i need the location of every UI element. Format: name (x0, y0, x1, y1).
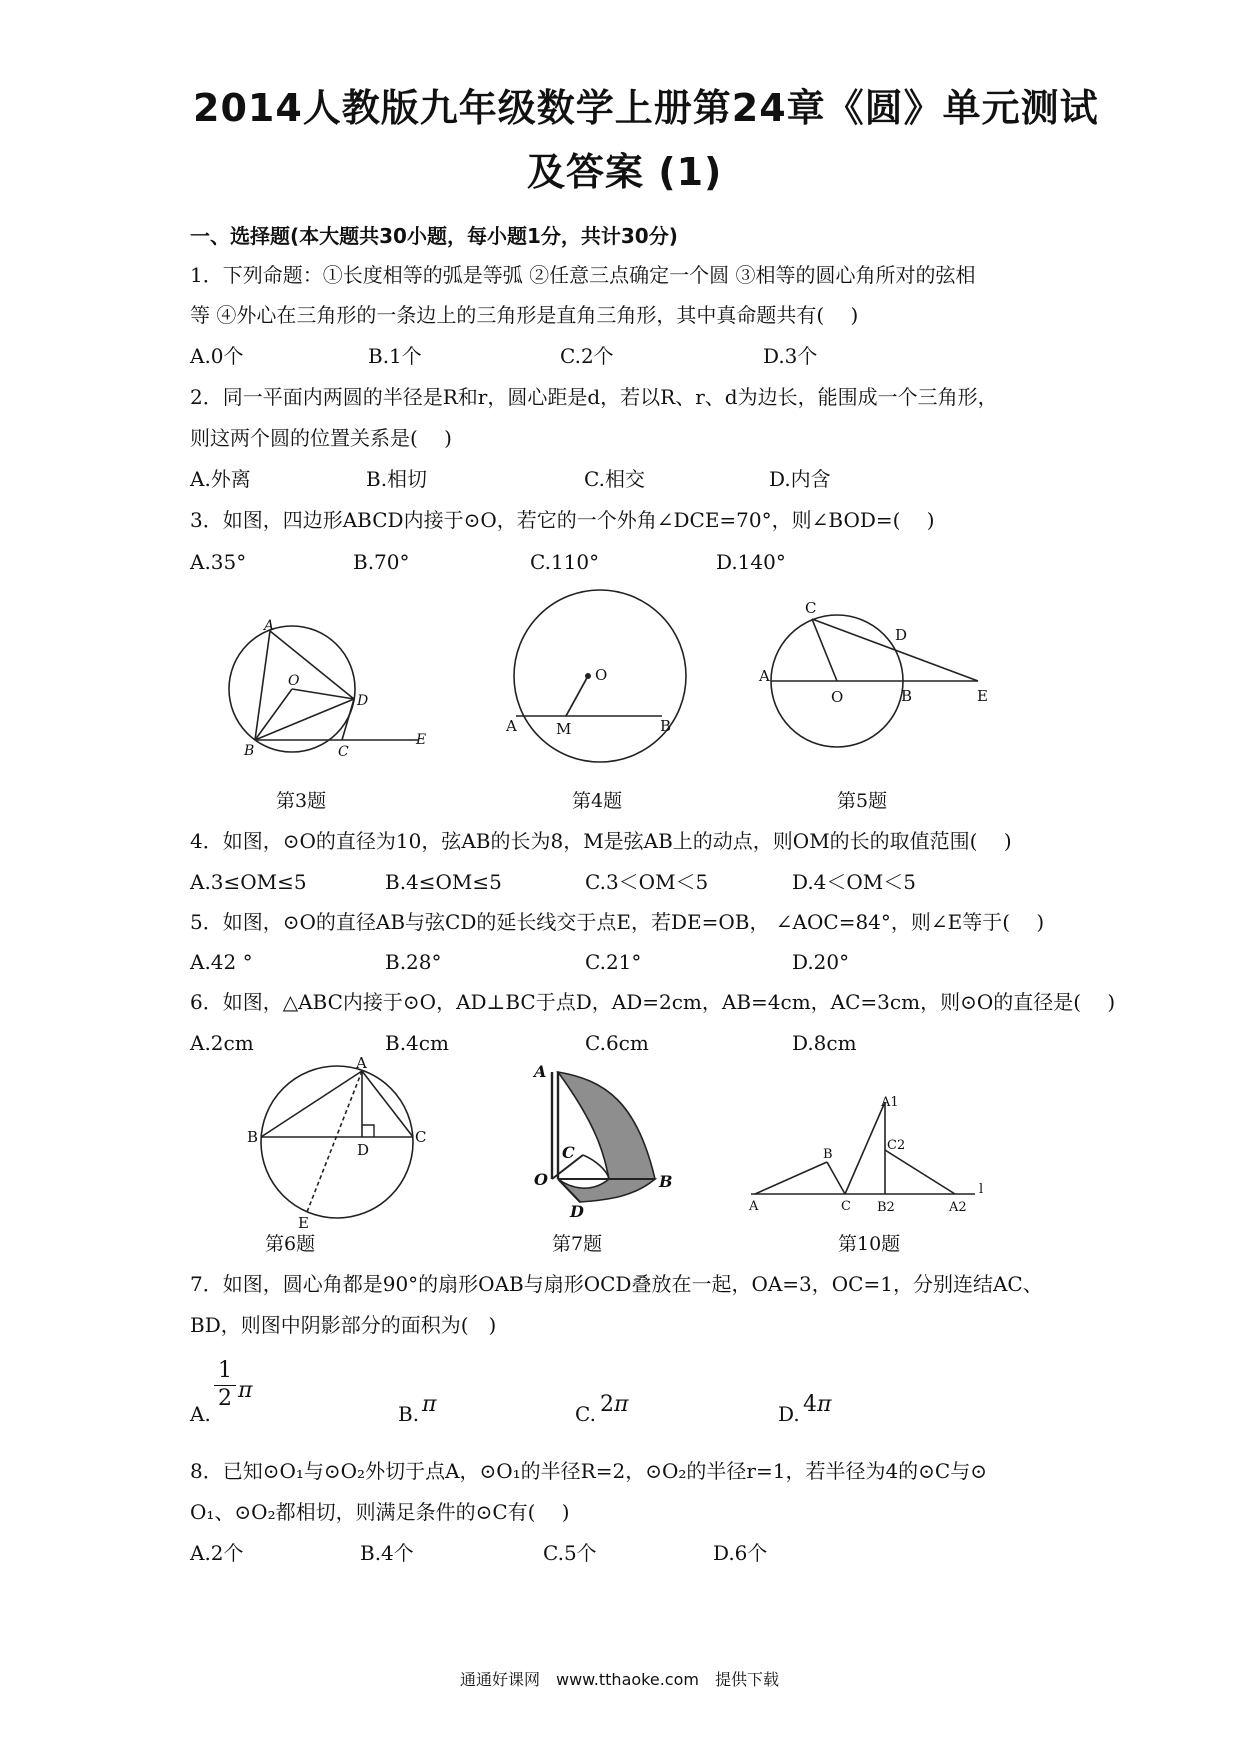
figure-10-label-a2: A2 (949, 1200, 967, 1215)
question-1-option-c: C.2个 (560, 344, 614, 368)
question-2-option-a: A.外离 (190, 467, 251, 491)
figure-3-label-e: E (416, 732, 427, 748)
question-2-line-2: 则这两个圆的位置关系是( ) (190, 426, 452, 450)
figure-7-label-a: A (534, 1062, 547, 1081)
question-5-option-d: D.20° (792, 950, 850, 974)
question-7-option-a-pi: π (238, 1378, 253, 1403)
question-8-line-1: 8．已知⊙O₁与⊙O₂外切于点A，⊙O₁的半径R=2，⊙O₂的半径r=1，若半径为4的⊙C与⊙ (190, 1459, 987, 1483)
figure-7-label-d: D (570, 1202, 584, 1221)
page-title-line-2: 及答案 (1) (527, 150, 723, 194)
figure-6 (247, 1054, 427, 1232)
question-4-option-d: D.4＜OM＜5 (792, 870, 917, 894)
figure-5-label-c: C (805, 599, 817, 617)
figure-3-caption: 第3题 (276, 790, 327, 812)
question-7-option-a: A. (190, 1402, 211, 1426)
question-2-option-c: C.相交 (584, 467, 645, 491)
figure-7-label-b: B (659, 1172, 673, 1191)
figure-3-label-b: B (244, 743, 255, 759)
question-3-option-a: A.35° (190, 550, 247, 574)
question-1-option-a: A.0个 (190, 344, 244, 368)
question-7-option-d-coef: 4 (803, 1392, 817, 1417)
question-2-option-d: D.内含 (769, 467, 831, 491)
question-7-option-a-numerator: 1 (218, 1358, 232, 1383)
figure-4 (500, 588, 690, 768)
question-1-line-2: 等 ④外心在三角形的一条边上的三角形是直角三角形，其中真命题共有( ) (190, 303, 859, 327)
question-6-option-c: C.6cm (585, 1031, 649, 1055)
question-6-line-1: 6．如图，△ABC内接于⊙O，AD⊥BC于点D，AD=2cm，AB=4cm，AC=3cm，则⊙O的直径是( ) (190, 990, 1116, 1014)
figure-4-caption: 第4题 (572, 790, 623, 812)
question-3-option-b: B.70° (353, 550, 410, 574)
question-7-option-b-pi: π (422, 1392, 437, 1417)
question-5-line-1: 5．如图，⊙O的直径AB与弦CD的延长线交于点E，若DE=OB， ∠AOC=84°，则∠E等于( ) (190, 910, 1045, 934)
question-8-option-d: D.6个 (713, 1541, 768, 1565)
footer-download-note: 通通好课网 www.tthaoke.com 提供下载 (460, 1670, 779, 1689)
figure-5-label-d: D (895, 626, 908, 644)
figure-10-label-c2: C2 (887, 1138, 906, 1153)
question-8-option-b: B.4个 (360, 1541, 414, 1565)
figure-6-label-e: E (298, 1214, 309, 1232)
question-3-option-c: C.110° (530, 550, 600, 574)
question-3-option-d: D.140° (716, 550, 786, 574)
question-8-option-a: A.2个 (190, 1541, 244, 1565)
figure-6-label-a: A (356, 1054, 367, 1072)
question-1-option-d: D.3个 (763, 344, 818, 368)
question-7-option-c-coef: 2 (600, 1392, 614, 1417)
figure-5 (759, 593, 1005, 758)
section-heading: 一、选择题(本大题共30小题，每小题1分，共计30分) (190, 224, 678, 248)
question-7-option-d-pi: π (817, 1392, 832, 1417)
page-title-line-1: 2014人教版九年级数学上册第24章《圆》单元测试 (193, 86, 1099, 130)
figure-10-label-b: B (823, 1147, 833, 1162)
figure-7-label-c: C (562, 1143, 575, 1162)
question-2-option-b: B.相切 (366, 467, 428, 491)
figure-6-label-c: C (415, 1128, 427, 1146)
question-6-option-d: D.8cm (792, 1031, 857, 1055)
figure-7-label-o: O (534, 1170, 548, 1189)
figure-6-label-b: B (247, 1128, 259, 1146)
figure-3-label-o: O (288, 673, 300, 689)
question-1-line-1: 1．下列命题：①长度相等的弧是等弧 ②任意三点确定一个圆 ③相等的圆心角所对的弦相 (190, 263, 976, 287)
question-7-option-a-fraction (214, 1360, 236, 1410)
figure-5-label-e: E (977, 687, 988, 705)
figure-10-label-b2: B2 (877, 1200, 895, 1215)
figure-5-label-o: O (831, 688, 844, 706)
figure-10-label-a1: A1 (881, 1095, 899, 1110)
question-7-option-c-pi: π (614, 1392, 629, 1417)
figure-3-label-a: A (264, 618, 275, 634)
figure-5-caption: 第5题 (837, 790, 888, 812)
figure-3-label-d: D (357, 693, 369, 709)
question-7-line-2: BD，则图中阴影部分的面积为( ) (190, 1313, 497, 1337)
figure-6-label-d: D (357, 1141, 370, 1159)
question-7-option-d: D. (778, 1402, 800, 1426)
figure-4-label-b: B (660, 717, 672, 735)
figure-4-label-o: O (595, 666, 608, 684)
figure-10-caption: 第10题 (838, 1233, 901, 1255)
figure-4-label-m: M (556, 720, 572, 738)
figure-3 (230, 615, 430, 760)
figure-5-label-b: B (901, 687, 913, 705)
question-2-line-1: 2．同一平面内两圆的半径是R和r，圆心距是d，若以R、r、d为边长，能围成一个三角形， (190, 385, 998, 409)
question-7-line-1: 7．如图，圆心角都是90°的扇形OAB与扇形OCD叠放在一起，OA=3，OC=1，分别连结AC、 (190, 1272, 1043, 1296)
figure-10-label-l: l (979, 1182, 984, 1197)
figure-4-label-a: A (506, 717, 517, 735)
figure-6-caption: 第6题 (265, 1233, 316, 1255)
figure-7-caption: 第7题 (552, 1233, 603, 1255)
figure-10-label-c: C (841, 1199, 851, 1214)
figure-10-label-a: A (749, 1199, 759, 1214)
question-3-line-1: 3．如图，四边形ABCD内接于⊙O，若它的一个外角∠DCE=70°，则∠BOD=( ) (190, 508, 935, 532)
question-8-line-2: O₁、⊙O₂都相切，则满足条件的⊙C有( ) (190, 1500, 570, 1524)
question-6-option-a: A.2cm (190, 1031, 254, 1055)
question-5-option-c: C.21° (585, 950, 642, 974)
figure-3-label-c: C (338, 744, 349, 760)
figure-7 (525, 1062, 685, 1227)
question-8-option-c: C.5个 (543, 1541, 597, 1565)
question-1-option-b: B.1个 (368, 344, 422, 368)
question-7-option-b: B. (398, 1402, 420, 1426)
question-7-option-a-denominator: 2 (218, 1386, 232, 1411)
figure-10 (745, 1090, 995, 1215)
figure-5-label-a: A (759, 667, 770, 685)
question-6-option-b: B.4cm (385, 1031, 449, 1055)
question-4-option-a: A.3≤OM≤5 (190, 870, 307, 894)
question-4-option-b: B.4≤OM≤5 (385, 870, 502, 894)
question-4-line-1: 4．如图，⊙O的直径为10，弦AB的长为8，M是弦AB上的动点，则OM的长的取值范围( ) (190, 829, 1012, 853)
question-7-option-c: C. (575, 1402, 596, 1426)
question-5-option-a: A.42 ° (190, 950, 253, 974)
question-4-option-c: C.3＜OM＜5 (585, 870, 709, 894)
question-5-option-b: B.28° (385, 950, 442, 974)
